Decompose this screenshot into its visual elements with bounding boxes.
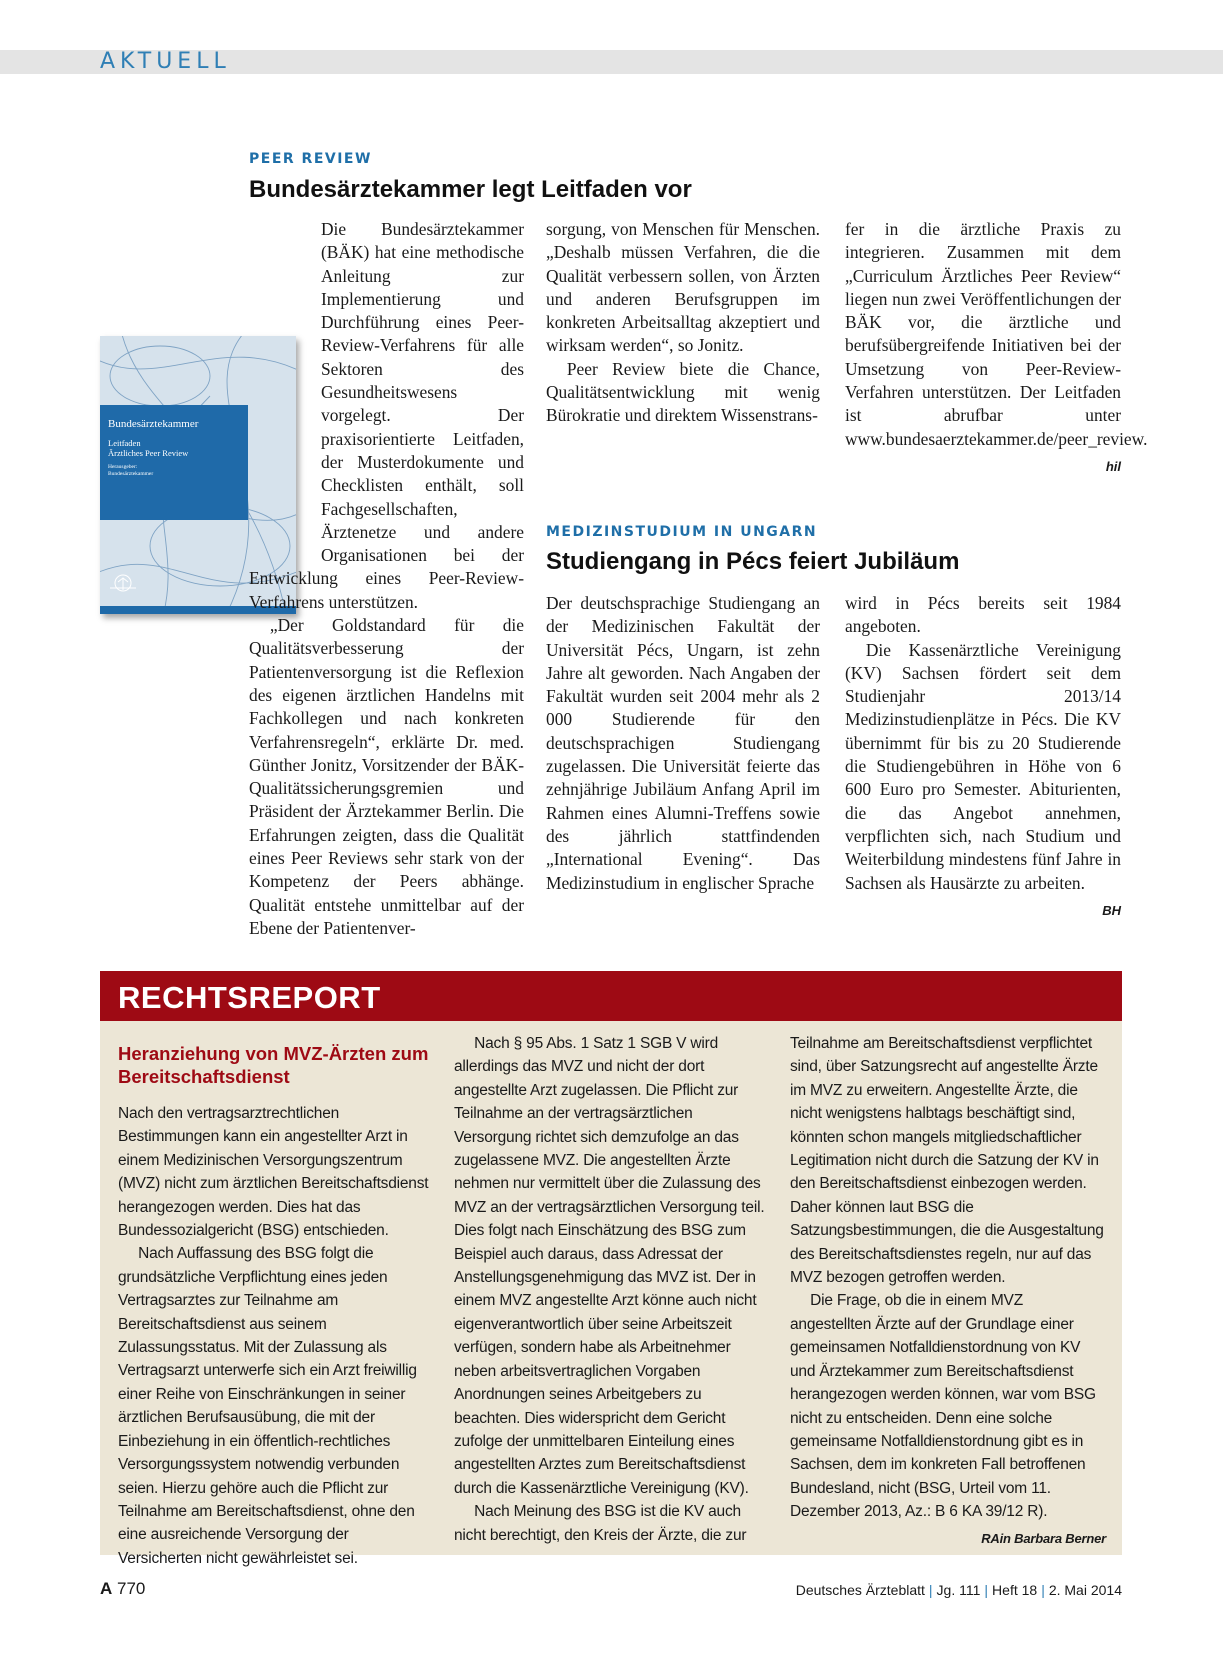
- rechtsreport-column-3: Teilnahme am Bereitschaftsdienst verpflichtet sind, über Satzungsrecht auf angestellte Ärzte im MVZ zu erweitern. Angestellte Ärzte, die nicht wenigstens halbtags beschäftigt sind, könnten schon mangels mitgliedschaftlicher Legitimation nicht durch die Satzung der KV in den Bereitschaftsdienst einbezogen werden. Daher können laut BSG die Satzungsbestimmungen, die die Ausgestaltung des Bereitschaftsdienstes regeln, nur auf das MVZ bezogen getroffen werden. Die Frage, ob die in einem MVZ angestellten Ärzte auf der Grundlage einer gemeinsamen Notfalldienstordnung von KV und Ärztekammer zum Bereitschaftsdienst herangezogen werden können, war vom BSG nicht zu entscheiden. Denn eine solche gemeinsame Notfalldienstordnung gibt es in Sachsen, dem im konkreten Fall betroffenen Bundesland, nicht (BSG, Urteil vom 11. Dezember 2013, Az.: B 6 KA 39/12 R). RAin Barbara Berner: [790, 1032, 1106, 1550]
- article1-kicker: PEER REVIEW: [249, 151, 372, 167]
- section-label: AKTUELL: [100, 49, 231, 74]
- footer-volume: Jg. 111: [936, 1582, 981, 1598]
- rechtsreport-column-1: Nach den vertragsarztrechtlichen Bestimmungen kann ein angestellter Arzt in einem Medizinischen Versorgungszentrum (MVZ) nicht zum ärztlichen Bereitschaftsdienst herangezogen werden. Dies hat das Bundessozialgericht (BSG) entschieden. Nach Auffassung des BSG folgt die grundsätzliche Verpflichtung eines jeden Vertragsarztes zur Teilnahme am Bereitschaftsdienst aus seinem Zulassungsstatus. Mit der Zulassung als Vertragsarzt unterwerfe sich ein Arzt freiwillig einer Reihe von Einschränkungen in seiner ärztlichen Berufsausübung, die mit der Einbeziehung in ein öffentlich-rechtliches Versorgungssystem notwendig verbunden seien. Hierzu gehöre auch die Pflicht zur Teilnahme am Bereitschaftsdienst, ohne den eine ausreichende Versorgung der Versicherten nicht gewährleistet sei.: [118, 1105, 429, 1567]
- cover-publisher: Herausgeber: Bundesärztekammer: [108, 464, 154, 477]
- rechtsreport-title: RECHTSREPORT: [118, 980, 381, 1015]
- footer-citation: Deutsches Ärzteblatt | Jg. 111 | Heft 18 | 2. Mai 2014: [795, 1582, 1122, 1598]
- article2-signature: BH: [1102, 902, 1121, 918]
- article2-column-1: Der deutschsprachige Studiengang an der Medizinischen Fakultät der Universität Pécs, Ungarn, ist zehn Jahre alt geworden. Nach Angaben der Fakultät wurden seit 2004 mehr als 2 000 Studierende für den deutschsprachigen Studiengang zugelassen. Die Universität feierte das zehnjährige Jubiläum Anfang April im Rahmen eines Alumni-Treffens sowie des jährlich stattfindenden „International Evening“. Das Medizinstudium in englischer Sprache: [546, 593, 820, 893]
- article1-signature: hil: [1105, 458, 1121, 474]
- footer-journal: Deutsches Ärzteblatt: [795, 1582, 925, 1598]
- article2-column-2: wird in Pécs bereits seit 1984 angeboten. Die Kassenärztliche Vereinigung (KV) Sachsen fördert seit dem Studienjahr 2013/14 Medizinstudienplätze in Pécs. Die KV übernimmt für bis zu 20 Studierende die Studiengebühren in Höhe von 6 600 Euro pro Semester. Abiturienten, die das Angebot annehmen, verpflichten sich, nach Studium und Weiterbildung mindestens fünf Jahre in Sachsen als Hausärzte zu arbeiten. BH: [845, 592, 1121, 922]
- cover-title: Leitfaden Ärztliches Peer Review: [108, 438, 189, 458]
- page-number: A 770: [100, 1579, 146, 1598]
- cover-org: Bundesärztekammer: [108, 418, 199, 430]
- footer-date: 2. Mai 2014: [1048, 1582, 1122, 1598]
- eagle-seal-icon: [106, 570, 140, 596]
- rechtsreport-signature: RAin Barbara Berner: [981, 1530, 1106, 1546]
- article1-column-2: sorgung, von Menschen für Menschen. „Deshalb müssen Verfahren, die die Qualität verbessern sollen, von Ärzten und anderen Berufsgruppen im konkreten Arbeitsalltag akzeptiert und wirksam werden“, so Jonitz. Peer Review biete die Chance, Qualitätsentwicklung mit wenig Bürokratie und direktem Wissenstrans-: [546, 219, 820, 426]
- article1-column-1: Die Bundesärztekammer (BÄK) hat eine methodische Anleitung zur Implementierung und Durchführung eines Peer-Review-Verfahrens für alle Sektoren des Gesundheitswesens vorgelegt. Der praxisorientierte Leitfaden, der Musterdokumente und Checklisten enthält, soll Fachgesellschaften, Ärztenetze und andere Organisationen bei der Entwicklung eines Peer-Review-Verfahrens unterstützen. „Der Goldstandard für die Qualitätsverbesserung der Patientenversorgung ist die Reflexion des eigenen ärztlichen Handelns mit Fachkollegen und nach konkreten Verfahrensregeln“, erklärte Dr. med. Günther Jonitz, Vorsitzender der BÄK-Qualitätssicherungsgremien und Präsident der Ärztekammer Berlin. Die Erfahrungen zeigten, dass die Qualität eines Peer Reviews sehr stark von der Kompetenz der Peers abhänge. Qualität entstehe unmittelbar auf der Ebene der Patientenver-: [249, 219, 524, 938]
- rechtsreport-column-2: Nach § 95 Abs. 1 Satz 1 SGB V wird allerdings das MVZ und nicht der dort angestellte Arzt zugelassen. Die Pflicht zur Teilnahme an der vertragsärztlichen Versorgung richtet sich demzufolge an das zugelassene MVZ. Die angestellten Ärzte nehmen nur vermittelt über die Zulassung des MVZ an der vertragsärztlichen Versorgung teil. Dies folgt nach Einschätzung des BSG zum Beispiel auch daraus, dass Adressat der Anstellungsgenehmigung das MVZ ist. Der in einem MVZ angestellte Arzt könne auch nicht eigenverantwortlich über seine Arbeitszeit verfügen, sondern habe als Arbeitnehmer neben arbeitsvertraglichen Vorgaben Anordnungen seines Arbeitgebers zu beachten. Dies widerspricht dem Gericht zufolge der unmittelbaren Einteilung eines angestellten Arztes zum Bereitschaftsdienst durch die Kassenärztliche Vereinigung (KV). Nach Meinung des BSG ist die KV auch nicht berechtigt, den Kreis der Ärzte, die zur: [454, 1035, 765, 1544]
- article1-column-3: fer in die ärztliche Praxis zu integrieren. Zusammen mit dem „Curriculum Ärztliches Peer Review“ liegen nun zwei Veröffentlichungen der BÄK vor, die ärztliche und berufsübergreifende Initiativen bei der Umsetzung von Peer-Review-Verfahren unterstützen. Der Leitfaden ist abrufbar unter www.bundesaerztekammer.de/peer_review. hil: [845, 218, 1121, 478]
- article1-headline: Bundesärztekammer legt Leitfaden vor: [249, 176, 692, 203]
- rechtsreport-headline: Heranziehung von MVZ-Ärzten zum Bereitschaftsdienst: [118, 1043, 429, 1087]
- article2-kicker: MEDIZINSTUDIUM IN UNGARN: [546, 524, 818, 540]
- article2-headline: Studiengang in Pécs feiert Jubiläum: [546, 548, 960, 575]
- footer-issue: Heft 18: [992, 1582, 1038, 1598]
